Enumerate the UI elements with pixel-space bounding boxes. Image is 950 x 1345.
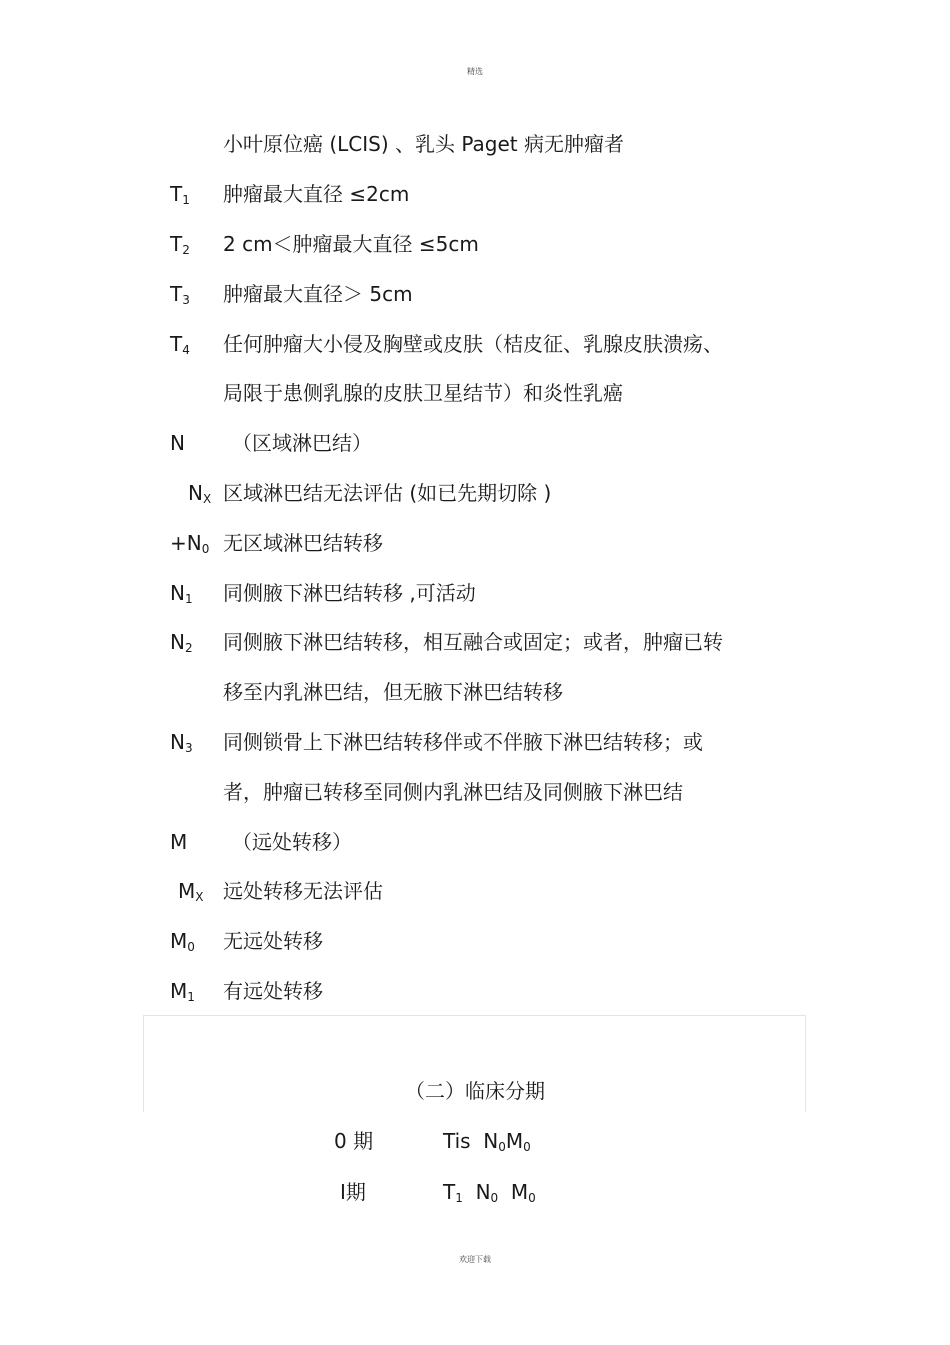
stage-0-value: Tis $N_0M_0$ [443,1129,531,1154]
n0-desc: 无区域淋巴结转移 [223,531,383,555]
mx-code: $M_X$ [178,879,204,904]
n3-row-cont [0,776,950,808]
t3-code: $T_3$ [170,282,190,307]
n1-code: $N_1$ [170,581,193,606]
nx-code: $N_X$ [188,481,212,506]
n-heading-code: N [170,431,185,455]
mx-row [0,875,950,907]
t4-desc-line2: 局限于患侧乳腺的皮肤卫星结节）和炎性乳癌 [223,381,623,405]
t3-desc: 肿瘤最大直径＞ 5cm [223,282,413,306]
m-heading-desc: （远处转移） [232,830,352,854]
lcis-row [0,128,950,160]
t1-row [0,178,950,210]
n0-row [0,527,950,559]
nx-row [0,477,950,509]
header-mark: 精选 [467,67,483,76]
t4-row [0,328,950,360]
stage-1-value: $T_1$ $N_0$ $M_0$ [443,1180,536,1205]
n1-row [0,577,950,609]
t2-desc: 2 cm＜肿瘤最大直径 ≤5cm [223,232,479,256]
mx-desc: 远处转移无法评估 [223,879,383,903]
m0-row [0,925,950,957]
t1-desc: 肿瘤最大直径 ≤2cm [223,182,410,206]
t4-code: $T_4$ [170,332,190,357]
clinical-stage-title: （二）临床分期 [405,1079,545,1103]
n3-code: $N_3$ [170,730,193,755]
m-heading-code: M [170,830,188,854]
n0-code: $+N_0$ [170,531,210,556]
n2-row [0,626,950,658]
t2-code: $T_2$ [170,232,190,257]
lcis-desc: 小叶原位癌 (LCIS) 、乳头 Paget 病无肿瘤者 [223,132,624,156]
stage-1-row [0,1176,950,1208]
stage-0-label: 0 期 [334,1129,374,1153]
t1-code: $T_1$ [170,182,190,207]
nx-desc: 区域淋巴结无法评估 (如已先期切除 ) [223,481,552,505]
n2-desc-line1: 同侧腋下淋巴结转移，相互融合或固定；或者，肿瘤已转 [223,630,723,654]
t2-row [0,228,950,260]
n2-desc-line2: 移至内乳淋巴结，但无腋下淋巴结转移 [223,680,563,704]
t3-row [0,278,950,310]
n3-row [0,726,950,758]
n-heading-desc: （区域淋巴结） [232,431,372,455]
n2-code: $N_2$ [170,630,193,655]
m0-desc: 无远处转移 [223,929,323,953]
n-heading-row [0,427,950,459]
stage-0-row [0,1125,950,1157]
n1-desc: 同侧腋下淋巴结转移 ,可活动 [223,581,476,605]
stage-1-label: Ⅰ期 [340,1180,366,1204]
t4-desc-line1: 任何肿瘤大小侵及胸壁或皮肤（桔皮征、乳腺皮肤溃疡、 [223,332,723,356]
n3-desc-line1: 同侧锁骨上下淋巴结转移伴或不伴腋下淋巴结转移；或 [223,730,703,754]
n3-desc-line2: 者，肿瘤已转移至同侧内乳淋巴结及同侧腋下淋巴结 [223,780,683,804]
t4-row-cont [0,377,950,409]
m1-code: $M_1$ [170,979,195,1004]
m-heading-row [0,826,950,858]
n2-row-cont [0,676,950,708]
m1-desc: 有远处转移 [223,979,323,1003]
m0-code: $M_0$ [170,929,195,954]
footer-mark: 欢迎下载 [459,1255,491,1264]
m1-row [0,975,950,1007]
